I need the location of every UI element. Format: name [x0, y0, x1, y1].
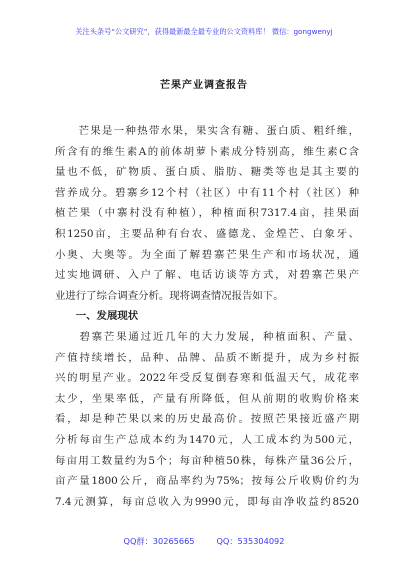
- body-line: 芒果是一种热带水果，果实含有糖、蛋白质、粗纤维，: [55, 125, 359, 137]
- body-line: 营养成分。碧寨乡12个村（社区）中有11个村（社区）种: [55, 186, 359, 199]
- body-line: 所含有的维生素A的前体胡萝卜素成分特别高，维生素C含: [55, 145, 359, 158]
- body-line: 每亩用工数量约为5个；每亩种植50株，每株产量36公斤，: [55, 454, 359, 467]
- body-line: 兴的明星产业。2022年受反复倒春寒和低温天气，成花率: [55, 372, 359, 385]
- body-line: 植芒果（中寨村没有种植），种植面积7317.4亩，挂果面: [55, 207, 359, 220]
- body-line: 亩产量1800公斤，商品率约为75%；按每公斤收购价约为: [55, 475, 359, 488]
- body-line: 积1250亩，主要品种有台农、盛德龙、金煌芒、白象牙、: [55, 227, 359, 240]
- body-line: 太少，坐果率低，产量有所降低，但从前期的收购价格来: [55, 392, 359, 405]
- body-line: 过实地调研、入户了解、电话访谈等方式，对碧寨芒果产: [55, 269, 359, 282]
- footer-qq: QQ：535304092: [216, 536, 285, 546]
- body-line: 看，却是种芒果以来的历史最高价。按照芒果接近盛产期: [55, 413, 359, 426]
- body-line: 7.4元测算，每亩总收入为9990元，即每亩净收益约8520: [55, 495, 359, 508]
- body-line: 产值持续增长，品种、品牌、品质不断提升，成为乡村振: [55, 351, 359, 364]
- body-line: 业进行了综合调查分析。现将调查情况报告如下。: [55, 289, 284, 302]
- document-title: 芒果产业调查报告: [160, 80, 248, 91]
- section-heading: 一、发展现状: [55, 310, 139, 323]
- document-body: [55, 121, 359, 512]
- footer-contact: [0, 536, 408, 547]
- body-line: 小奥、大奥等。为全面了解碧寨芒果生产和市场状况，通: [55, 248, 359, 261]
- body-line: 碧寨芒果通过近几年的大力发展，种植面积、产量、: [55, 330, 359, 343]
- header-banner: 关注头条号“公文研究”，获得最新最全最专业的公文资料库！ 微信：gongwenyj: [75, 27, 333, 36]
- footer-qq-group: QQ群：30265665: [123, 536, 195, 546]
- body-line: 量也不低，矿物质、蛋白质、脂肪、糖类等也是其主要的: [55, 166, 359, 179]
- body-line: 分析每亩生产总成本约为1470元，人工成本约为500元，: [55, 433, 359, 446]
